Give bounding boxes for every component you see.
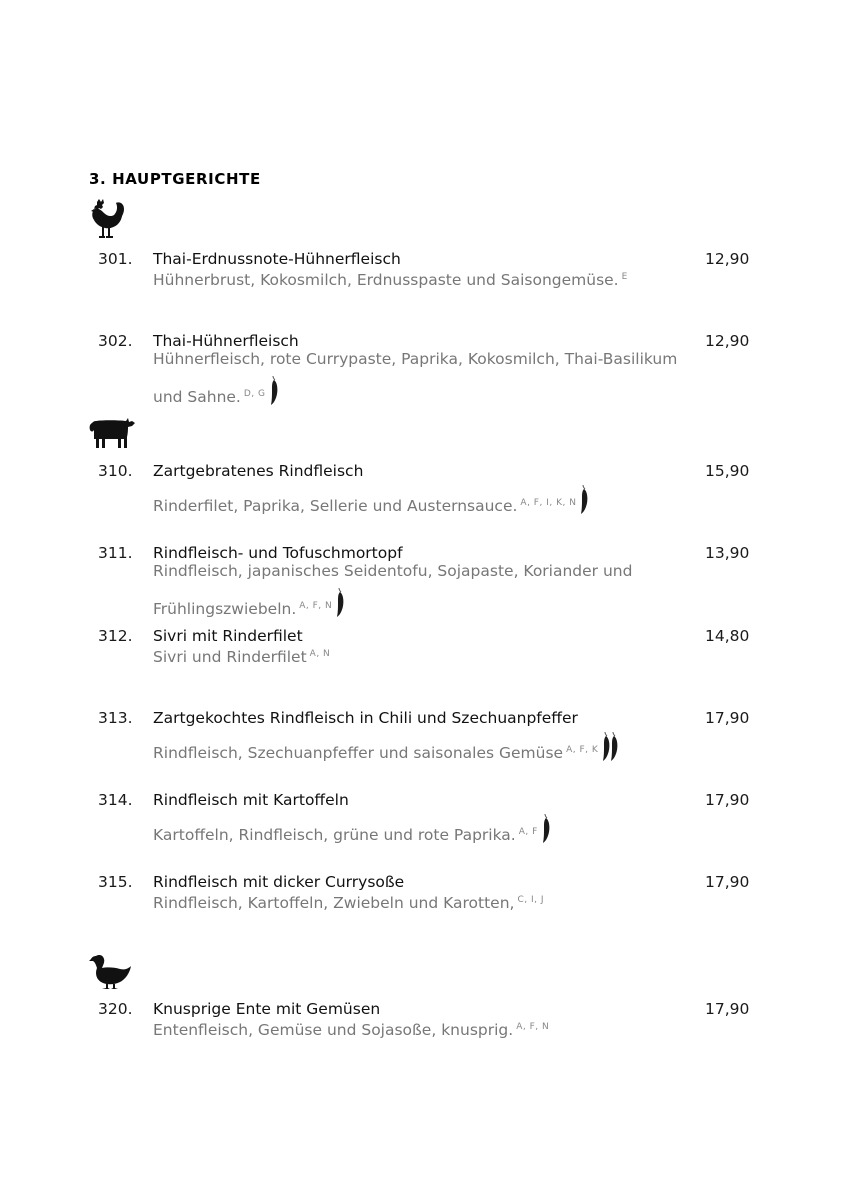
item-name: Sivri mit Rinderfilet: [153, 627, 303, 645]
item-price: 17,90: [705, 1000, 750, 1018]
item-number: 301.: [98, 250, 133, 268]
item-price: 13,90: [705, 544, 750, 562]
cow-icon: [88, 415, 136, 449]
item-number: 320.: [98, 1000, 133, 1018]
item-number: 315.: [98, 873, 133, 891]
item-price: 17,90: [705, 873, 750, 891]
item-description: [153, 883, 683, 920]
item-price: 12,90: [705, 250, 750, 268]
item-description: [153, 260, 683, 297]
item-description: [153, 485, 683, 523]
item-description: [153, 637, 683, 674]
description-text: Sivri und Rinderfilet: [153, 648, 307, 666]
allergen-codes: A, F, I, K, N: [520, 498, 577, 508]
chili-pepper-icon: [335, 588, 345, 618]
description-text: Rindfleisch, Szechuanpfeffer und saisonales Gemüse: [153, 744, 564, 762]
allergen-codes: A, F, N: [516, 1022, 550, 1032]
item-name: Thai-Erdnussnote-Hühnerfleisch: [153, 250, 401, 268]
description-text: Rindfleisch, Kartoffeln, Zwiebeln und Karotten,: [153, 894, 515, 912]
item-number: 311.: [98, 544, 133, 562]
item-description: [153, 1010, 683, 1047]
item-description: [153, 342, 683, 414]
item-price: 17,90: [705, 709, 750, 727]
item-price: 15,90: [705, 462, 750, 480]
chili-pepper-icon: [541, 814, 551, 844]
section-title: 3. HAUPTGERICHTE: [89, 170, 261, 188]
item-name: Thai-Hühnerfleisch: [153, 332, 299, 350]
description-text: Rindfleisch, japanisches Seidentofu, Sojapaste, Koriander und Frühlingszwiebeln.: [153, 562, 633, 618]
chili-pepper-icon: [579, 485, 589, 515]
description-text: Kartoffeln, Rindfleisch, grüne und rote Paprika.: [153, 826, 516, 844]
chili-pepper-icon: [609, 732, 619, 762]
allergen-codes: D, G: [243, 389, 266, 399]
duck-icon: [88, 952, 132, 990]
item-name: Knusprige Ente mit Gemüsen: [153, 1000, 381, 1018]
item-price: 12,90: [705, 332, 750, 350]
allergen-codes: A, F, N: [299, 601, 333, 611]
item-name: Zartgebratenes Rindfleisch: [153, 462, 364, 480]
item-name: Rindfleisch mit Kartoffeln: [153, 791, 349, 809]
description-text: Entenfleisch, Gemüse und Sojasoße, knusprig.: [153, 1021, 514, 1039]
item-number: 314.: [98, 791, 133, 809]
allergen-codes: A, N: [309, 649, 331, 659]
item-name: Rindfleisch mit dicker Currysoße: [153, 873, 405, 891]
allergen-codes: A, F: [518, 827, 538, 837]
item-price: 17,90: [705, 791, 750, 809]
item-number: 310.: [98, 462, 133, 480]
item-number: 313.: [98, 709, 133, 727]
item-description: [153, 814, 683, 852]
description-text: Rinderfilet, Paprika, Sellerie und Austernsauce.: [153, 497, 518, 515]
allergen-codes: C, I, J: [517, 895, 545, 905]
item-price: 14,80: [705, 627, 750, 645]
description-text: Hühnerfleisch, rote Currypaste, Paprika, Kokosmilch, Thai-Basilikum und Sahne.: [153, 350, 678, 406]
description-text: Hühnerbrust, Kokosmilch, Erdnusspaste und Saisongemüse.: [153, 271, 619, 289]
allergen-codes: A, F, K: [566, 745, 599, 755]
item-number: 312.: [98, 627, 133, 645]
rooster-icon: [88, 198, 126, 240]
item-description: [153, 732, 683, 770]
allergen-codes: E: [621, 272, 628, 282]
item-description: [153, 554, 683, 626]
item-name: Rindfleisch- und Tofuschmortopf: [153, 544, 403, 562]
item-number: 302.: [98, 332, 133, 350]
item-name: Zartgekochtes Rindfleisch in Chili und Szechuanpfeffer: [153, 709, 578, 727]
chili-pepper-icon: [269, 376, 279, 406]
